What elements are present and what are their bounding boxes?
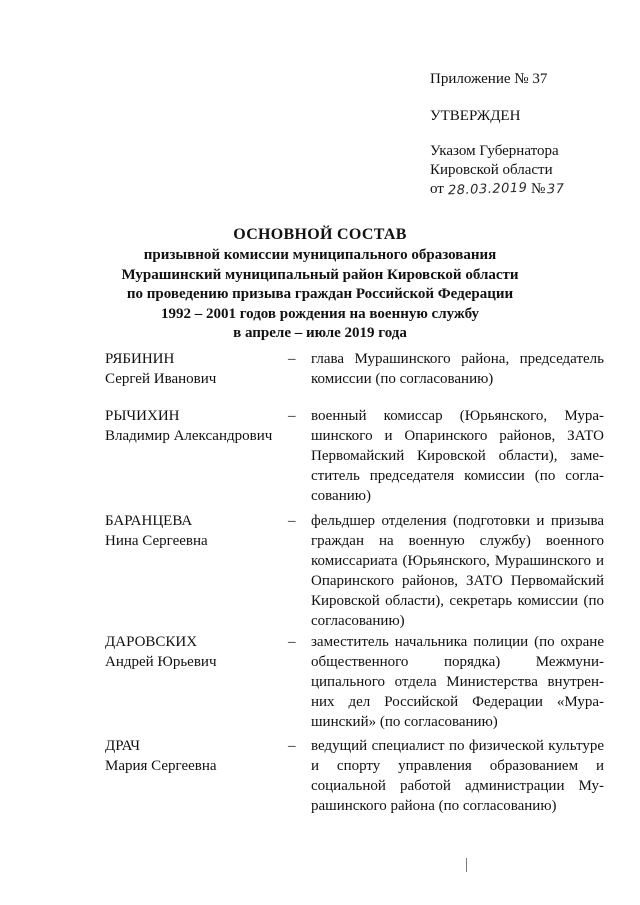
member-dash: – [288,408,296,424]
decree-line-1: Указом Губернатора [430,143,559,159]
member-given-name: Нина Сергеевна [105,533,208,549]
title-line: Мурашинский муниципальный район Кировской области [121,266,519,283]
decree-date-line [430,180,565,199]
title-line: 1992 – 2001 годов рождения на военную службу [160,305,480,322]
approved-label: УТВЕРЖДЕН [430,108,521,124]
number-prefix: № [531,181,546,197]
appendix-label: Приложение № 37 [430,71,548,87]
member-name [105,632,217,672]
title-line: в апреле – июле 2019 года [233,325,407,341]
member-surname: БАРАНЦЕВА [105,513,193,529]
member-dash: – [288,738,296,754]
member-name [105,406,272,446]
approval-block [430,70,565,199]
date-prefix: от [430,181,444,197]
member-surname: РЫЧИХИН [105,408,180,424]
scan-mark [466,858,467,872]
member-role: военный комиссар (Юрьянского, Мурашинского и Опаринского районов, ЗАТО Первомайский Кировской области), заместитель председателя комиссии (по согласованию) [311,408,604,504]
member-given-name: Владимир Александрович [105,428,273,444]
member-surname: РЯБИНИН [105,351,175,367]
member-given-name: Мария Сергеевна [105,758,217,774]
member-dash: – [288,351,296,367]
member-role: заместитель начальника полиции (по охране общественного порядка) Межмуниципального отдела Министерства внутренних дел Российской Федерации «Мурашинский» (по согласованию) [311,634,604,730]
title-main: ОСНОВНОЙ СОСТАВ [233,226,407,243]
handwritten-date: 28.03.2019 [447,180,528,199]
handwritten-number: 37 [547,181,566,198]
member-role: ведущий специалист по физической культуре и спорту управления образованием и социальной работой администрации Мурашинского района (по согласованию) [311,738,604,814]
title-line: по проведению призыва граждан Российской Федерации [126,286,514,302]
member-name [105,736,217,776]
member-surname: ДРАЧ [105,738,140,754]
member-name [105,511,208,551]
member-surname: ДАРОВСКИХ [105,634,198,650]
member-given-name: Андрей Юрьевич [105,654,217,670]
member-given-name: Сергей Иванович [105,371,217,387]
member-role: фельдшер отделения (подготовки и призыва граждан на военную службу) военного комиссариата (Юрьянского, Мурашинского и Опаринского районов, ЗАТО Первомайский Кировской области), секретарь комиссии (по согласованию) [311,513,604,629]
member-name [105,349,216,389]
title-line: призывной комиссии муниципального образования [143,247,497,263]
member-dash: – [288,634,296,650]
document-title [40,224,600,344]
member-dash: – [288,513,296,529]
member-role: глава Мурашинского района, председатель комиссии (по согласованию) [311,351,604,387]
decree-line-2: Кировской области [430,162,553,178]
